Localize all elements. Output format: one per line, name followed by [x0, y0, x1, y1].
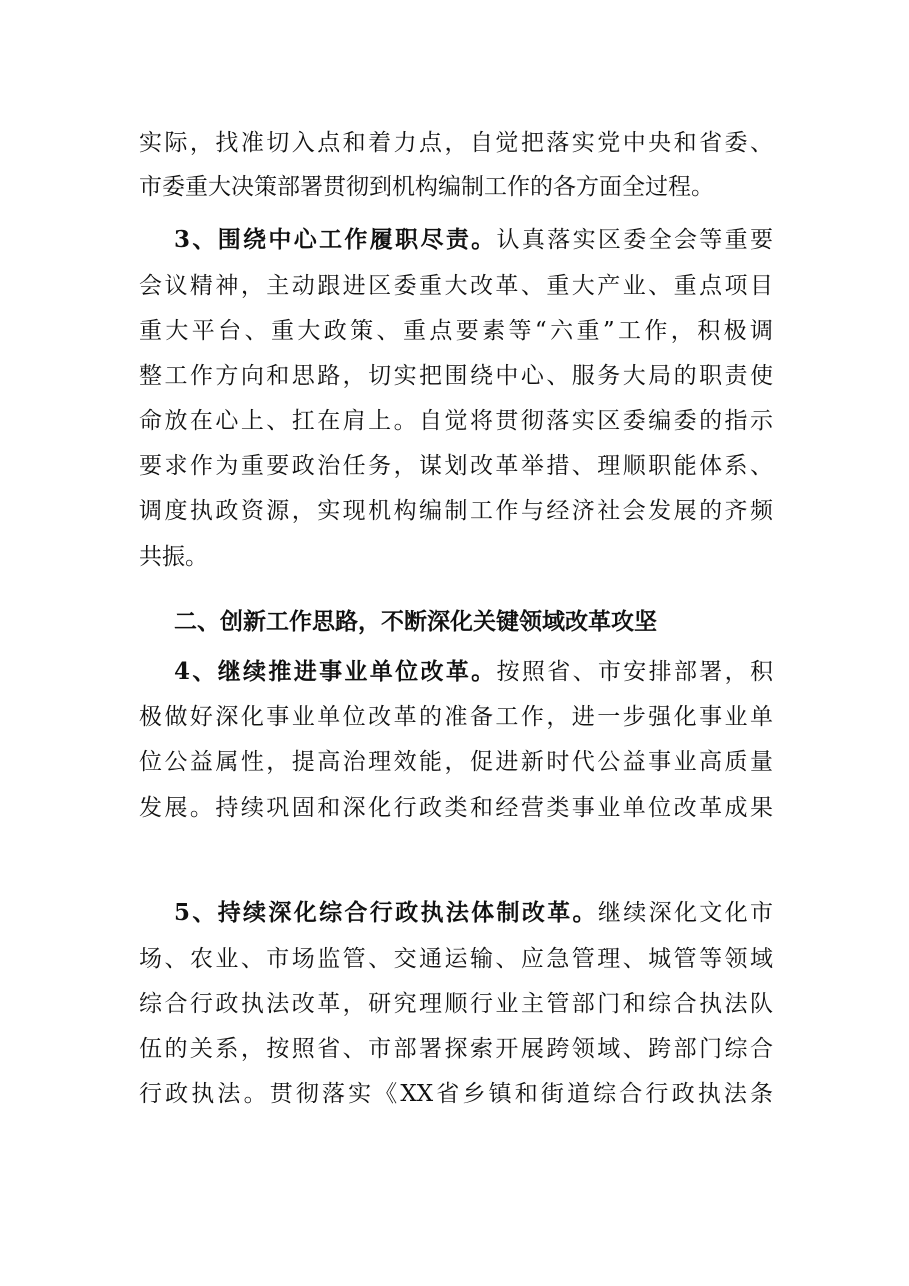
paragraph-line: 伍的关系，按照省、市部署探索开展跨领域、跨部门综合: [139, 1036, 773, 1062]
item-3-heading: 3、围绕中心工作履职尽责。: [174, 226, 497, 253]
item-3-text: 认真落实区委全会等重要: [496, 227, 773, 253]
item-4-text: 按照省、市安排部署，积: [496, 659, 773, 685]
item-4-heading: 4、继续推进事业单位改革。: [174, 658, 497, 685]
item-5-heading: 5、持续深化综合行政执法体制改革。: [174, 899, 598, 926]
paragraph-line: 行政执法。贯彻落实《XX省乡镇和街道综合行政执法条: [139, 1081, 773, 1107]
paragraph-line: 极做好深化事业单位改革的准备工作，进一步强化事业单: [139, 704, 773, 730]
paragraph-line: 重大平台、重大政策、重点要素等“六重”工作，积极调: [139, 318, 773, 344]
paragraph-line: 共振。: [139, 544, 208, 570]
section-heading: 二、创新工作思路，不断深化关键领域改革攻坚: [174, 609, 657, 635]
paragraph-line: 会议精神，主动跟进区委重大改革、重大产业、重点项目: [139, 273, 773, 299]
paragraph-line: 市委重大决策部署贯彻到机构编制工作的各方面全过程。: [139, 174, 714, 200]
paragraph-line: 实际，找准切入点和着力点，自觉把落实党中央和省委、: [139, 130, 773, 156]
paragraph-line: 要求作为重要政治任务，谋划改革举措、理顺职能体系、: [139, 453, 773, 479]
paragraph-line: 整工作方向和思路，切实把围绕中心、服务大局的职责使: [139, 363, 773, 389]
item-3-first-line: [174, 220, 773, 260]
paragraph-line: 发展。持续巩固和深化行政类和经营类事业单位改革成果: [139, 795, 773, 821]
item-5-first-line: [174, 893, 773, 933]
item-4-first-line: [174, 652, 773, 692]
paragraph-line: 场、农业、市场监管、交通运输、应急管理、城管等领域: [139, 946, 773, 972]
paragraph-line: 调度执政资源，实现机构编制工作与经济社会发展的齐频: [139, 498, 773, 524]
paragraph-line: 综合行政执法改革，研究理顺行业主管部门和综合执法队: [139, 991, 773, 1017]
item-5-text: 继续深化文化市: [597, 900, 773, 926]
paragraph-line: 位公益属性，提高治理效能，促进新时代公益事业高质量: [139, 749, 773, 775]
paragraph-line: 命放在心上、扛在肩上。自觉将贯彻落实区委编委的指示: [139, 408, 773, 434]
